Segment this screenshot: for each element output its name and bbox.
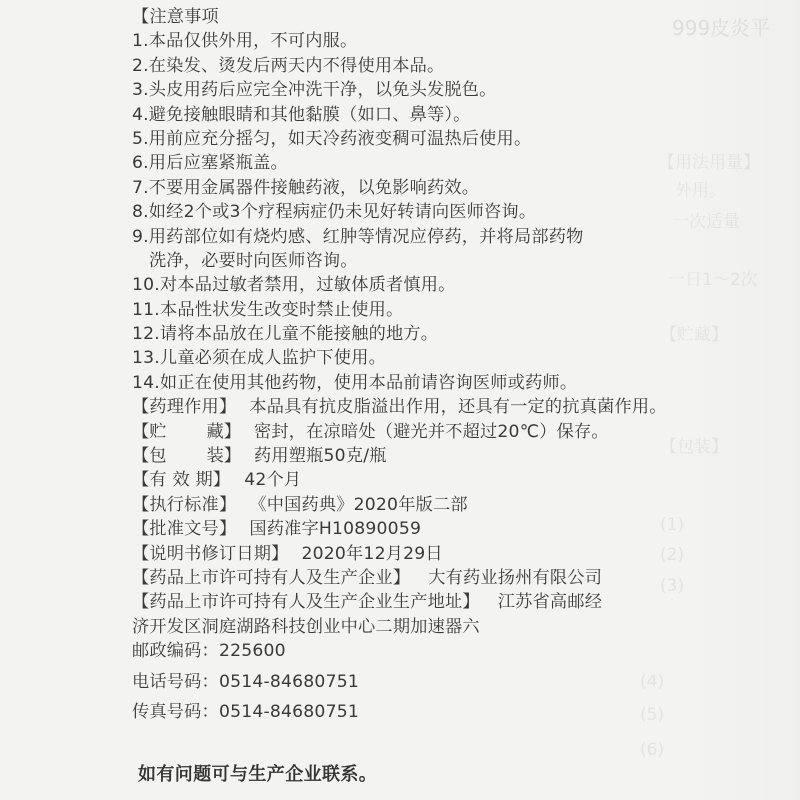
mah-label: 【药品上市许可持有人及生产企业】: [132, 568, 411, 588]
note-item-8: 8.如经2个或3个疗程病症仍未见好转请向医师咨询。: [132, 202, 537, 223]
notes-heading: 【注意事项: [132, 7, 219, 27]
ghost-text-2: 外用。: [675, 181, 726, 201]
note-item-6: 6.用后应塞紧瓶盖。: [132, 153, 288, 174]
note-item-11: 11.本品性状发生改变时禁止使用。: [132, 299, 404, 320]
storage-label-left: 【贮: [132, 421, 167, 442]
ghost-text-6: 【包装】: [660, 437, 728, 457]
ghost-text-8: (2): [660, 545, 685, 565]
note-item-2: 2.在染发、烫发后两天内不得使用本品。: [132, 55, 445, 76]
packaging-label: [132, 444, 241, 468]
ghost-text-12: (6): [640, 740, 665, 760]
note-item-4: 4.避免接触眼睛和其他黏膜（如口、鼻等）。: [132, 104, 471, 125]
ghost-text-5: 【贮藏】: [660, 325, 728, 345]
ghost-brand-text: 999皮炎平: [672, 16, 771, 40]
note-item-5: 5.用前应充分摇匀，如天冷药液变稠可温热后使用。: [132, 128, 532, 149]
mah-section: [132, 566, 772, 590]
fax-label: 传真号码：: [132, 701, 219, 722]
note-item-3: 3.头皮用药后应完全冲洗干净，以免头发脱色。: [132, 80, 497, 101]
storage-text: 密封，在凉暗处（避光并不超过20℃）保存。: [254, 421, 609, 442]
fax-value: 0514-84680751: [218, 701, 359, 722]
revision-text: 2020年12月29日: [301, 543, 443, 564]
phone-label: 电话号码：: [132, 671, 219, 692]
phone-value: 0514-84680751: [218, 671, 359, 692]
pharmacology-label: 【药理作用】: [132, 397, 237, 418]
ghost-text-7: (1): [660, 515, 685, 535]
note-item-9: 9.用药部位如有烧灼感、红肿等情况应停药，并将局部药物: [132, 226, 584, 247]
phone-row: [132, 670, 772, 694]
approval-text: 国药准字H10890059: [249, 519, 422, 540]
storage-section: [132, 420, 772, 444]
leaflet-content: [132, 5, 772, 724]
ghost-text-1: 【用法用量】: [658, 153, 760, 173]
packaging-section: [132, 444, 772, 468]
approval-label: 【批准文号】: [132, 519, 237, 540]
approval-section: [132, 517, 772, 541]
postcode-label: 邮政编码：: [132, 641, 219, 662]
address-text-line2: 济开发区洞庭湖路科技创业中心二期加速器六: [132, 616, 480, 637]
packaging-label-right: 装】: [206, 446, 241, 467]
validity-label: 【有 效 期】: [132, 470, 231, 491]
note-item-7: 7.不要用金属器件接触药液，以免影响药效。: [132, 177, 480, 198]
postcode-value: 225600: [218, 641, 286, 662]
note-item-9-cont: 洗净，必要时向医师咨询。: [149, 250, 358, 271]
contact-manufacturer-note: 如有问题可与生产企业联系。: [138, 764, 378, 785]
validity-text: 42个月: [244, 470, 302, 491]
standard-label: 【执行标准】: [132, 494, 237, 515]
note-item-13: 13.儿童必须在成人监护下使用。: [132, 348, 386, 369]
address-label: 【药品上市许可持有人及生产企业生产地址】: [132, 592, 480, 613]
ghost-text-3: 一次适量: [672, 212, 740, 232]
address-section: [132, 590, 772, 614]
validity-section: [132, 468, 772, 492]
address-text-line1: 江苏省高邮经: [497, 592, 603, 613]
revision-label: 【说明书修订日期】: [132, 543, 289, 564]
ghost-text-4: 一日1～2次: [668, 270, 758, 290]
note-item-1: 1.本品仅供外用，不可内服。: [132, 31, 358, 52]
ghost-text-9: (3): [660, 576, 685, 596]
ghost-text-10: (4): [640, 672, 665, 692]
storage-label: [132, 420, 241, 444]
ghost-text-11: (5): [640, 705, 665, 725]
pharmacology-text: 本品具有抗皮脂溢出作用，还具有一定的抗真菌作用。: [249, 397, 667, 418]
mah-text: 大有药业扬州有限公司: [428, 568, 603, 588]
standard-text: 《中国药典》2020年版二部: [249, 494, 468, 515]
note-item-10: 10.对本品过敏者禁用，过敏体质者慎用。: [132, 275, 456, 296]
fax-row: [132, 700, 772, 724]
packaging-label-left: 【包: [132, 446, 167, 467]
postcode-row: [132, 639, 772, 663]
packaging-text: 药用塑瓶50克/瓶: [254, 446, 387, 467]
note-item-14: 14.如正在使用其他药物，使用本品前请咨询医师或药师。: [132, 372, 578, 393]
storage-label-right: 藏】: [206, 421, 241, 442]
revision-section: [132, 542, 772, 566]
standard-section: [132, 493, 772, 517]
note-item-12: 12.请将本品放在儿童不能接触的地方。: [132, 324, 439, 345]
pharmacology-section: [132, 395, 772, 419]
